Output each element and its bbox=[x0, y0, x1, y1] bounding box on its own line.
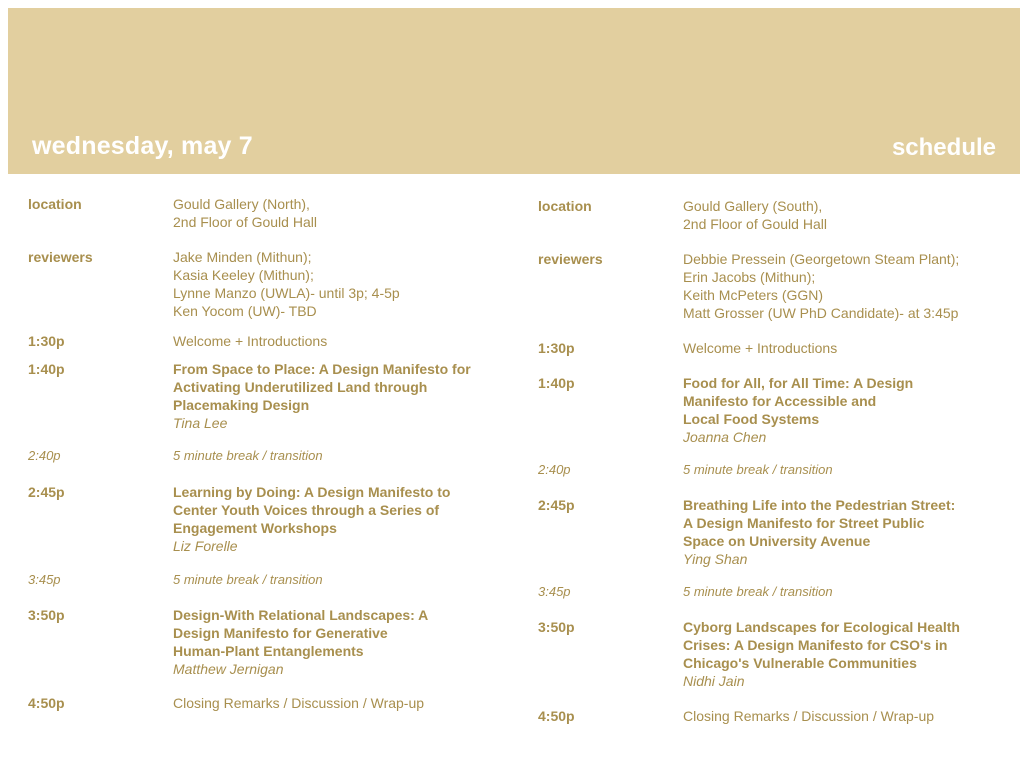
location-text: Gould Gallery (South), 2nd Floor of Gould Hall bbox=[683, 198, 827, 232]
day-title: wednesday, may 7 bbox=[32, 132, 253, 160]
location-text: Gould Gallery (North), 2nd Floor of Gould Hall bbox=[173, 196, 317, 230]
time-slot: 4:50p bbox=[28, 695, 65, 711]
break-text: 5 minute break / transition bbox=[683, 462, 833, 477]
time-slot: 2:45p bbox=[28, 484, 65, 500]
reviewers-list: Debbie Pressein (Georgetown Steam Plant); Erin Jacobs (Mithun); Keith McPeters (GGN) Matt Grosser (UW PhD Candidate)- at 3:45p bbox=[683, 251, 960, 321]
session-entry: Breathing Life into the Pedestrian Street: A Design Manifesto for Street Public Space on University Avenue Ying Shan bbox=[683, 497, 956, 567]
reviewers-label: reviewers bbox=[538, 251, 603, 267]
author: Nidhi Jain bbox=[683, 673, 745, 689]
author: Ying Shan bbox=[683, 551, 748, 567]
break-text: 5 minute break / transition bbox=[173, 572, 323, 587]
session-text: Welcome + Introductions bbox=[173, 333, 328, 349]
session-entry: Cyborg Landscapes for Ecological Health Crises: A Design Manifesto for CSO's in Chicago's Vulnerable Communities Nidhi Jain bbox=[683, 619, 960, 689]
time-slot: 3:45p bbox=[538, 584, 571, 599]
break-text: 5 minute break / transition bbox=[173, 448, 323, 463]
time-slot: 1:30p bbox=[28, 333, 65, 349]
session-entry: Design-With Relational Landscapes: A Design Manifesto for Generative Human-Plant Entanglements Matthew Jernigan bbox=[173, 607, 429, 677]
reviewers-list: Jake Minden (Mithun); Kasia Keeley (Mithun); Lynne Manzo (UWLA)- until 3p; 4-5p Ken Yocom (UW)- TBD bbox=[173, 249, 400, 319]
session-text: Welcome + Introductions bbox=[683, 340, 838, 356]
time-slot: 2:40p bbox=[28, 448, 61, 463]
time-slot: 4:50p bbox=[538, 708, 575, 724]
time-slot: 1:40p bbox=[538, 375, 575, 391]
break-text: 5 minute break / transition bbox=[683, 584, 833, 599]
time-slot: 3:50p bbox=[538, 619, 575, 635]
session-text: Closing Remarks / Discussion / Wrap-up bbox=[173, 695, 425, 711]
location-label: location bbox=[538, 198, 592, 214]
session-entry: Learning by Doing: A Design Manifesto to Center Youth Voices through a Series of Engagement Workshops Liz Forelle bbox=[173, 484, 451, 554]
time-slot: 3:50p bbox=[28, 607, 65, 623]
header-banner bbox=[8, 8, 1020, 174]
author: Joanna Chen bbox=[683, 429, 767, 445]
time-slot: 1:40p bbox=[28, 361, 65, 377]
author: Matthew Jernigan bbox=[173, 661, 284, 677]
session-text: Closing Remarks / Discussion / Wrap-up bbox=[683, 708, 935, 724]
time-slot: 2:45p bbox=[538, 497, 575, 513]
author: Tina Lee bbox=[173, 415, 228, 431]
session-entry: Food for All, for All Time: A Design Manifesto for Accessible and Local Food Systems Joanna Chen bbox=[683, 375, 914, 445]
session-entry: From Space to Place: A Design Manifesto for Activating Underutilized Land through Placemaking Design Tina Lee bbox=[173, 361, 471, 431]
location-label: location bbox=[28, 196, 82, 212]
schedule-label: schedule bbox=[891, 134, 996, 161]
time-slot: 1:30p bbox=[538, 340, 575, 356]
reviewers-label: reviewers bbox=[28, 249, 93, 265]
time-slot: 3:45p bbox=[28, 572, 61, 587]
author: Liz Forelle bbox=[173, 538, 238, 554]
time-slot: 2:40p bbox=[538, 462, 571, 477]
